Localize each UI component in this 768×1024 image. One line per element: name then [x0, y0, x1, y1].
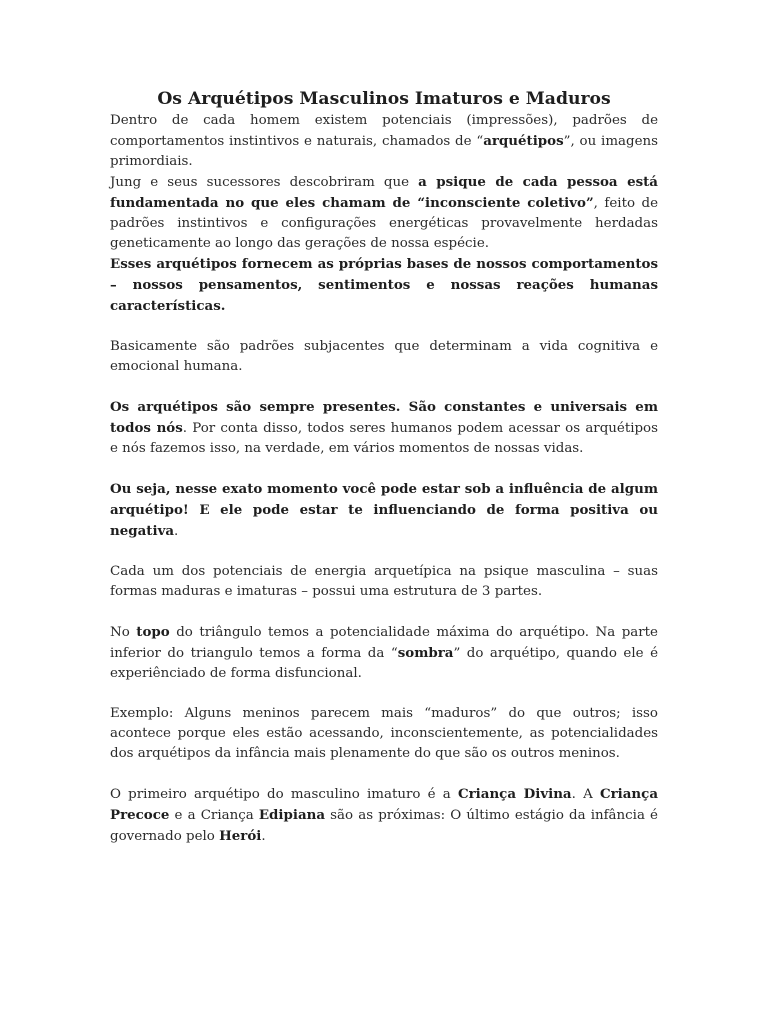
text-segment: Cada um dos potenciais de energia arquetípica na psique masculina – suas formas maduras e imaturas – possui uma estrutura de 3 partes.	[110, 564, 658, 599]
text-segment: Exemplo: Alguns meninos parecem mais “maduros” do que outros; isso acontece porque eles estão acessando, inconscientemente, as potencialidades dos arquétipos da infância mais plenamente do que são os outros meninos.	[110, 706, 658, 761]
text-segment: .	[174, 524, 179, 539]
document-title: Os Arquétipos Masculinos Imaturos e Maduros	[157, 89, 611, 109]
text-segment: , feito de padrões instintivos e configurações energéticas provavelmente herdadas geneticamente ao longo das gerações de nossa espécie.	[110, 196, 658, 251]
text-segment: do triângulo temos a potencialidade máxima do arquétipo. Na parte inferior do triangulo temos a forma da “	[110, 625, 658, 661]
text-segment: Basicamente são padrões subjacentes que determinam a vida cognitiva e emocional humana.	[110, 339, 658, 374]
bold-text: Os arquétipos são sempre presentes. São constantes e universais em todos nós	[110, 399, 658, 436]
paragraph	[110, 397, 658, 459]
paragraph-list	[110, 111, 658, 847]
text-segment: são as próximas: O último estágio da infância é governado pelo	[110, 808, 658, 844]
bold-text: topo	[136, 624, 170, 640]
text-segment: ”, ou imagens primordiais.	[110, 134, 658, 169]
text-segment: Dentro de cada homem existem potenciais (impressões), padrões de comportamentos instintivos e naturais, chamados de “	[110, 113, 658, 149]
bold-text: Edipiana	[258, 807, 326, 823]
document-body	[110, 87, 658, 847]
text-segment: . Por conta disso, todos seres humanos podem acessar os arquétipos e nós fazemos isso, na verdade, em vários momentos de nossas vidas.	[110, 421, 658, 456]
text-segment: .	[261, 829, 266, 844]
bold-text: sombra	[397, 645, 454, 661]
paragraph	[110, 622, 658, 684]
text-segment: ” do arquétipo, quando ele é experiênciado de forma disfuncional.	[110, 646, 658, 681]
bold-text: a psique de cada pessoa está fundamentada no que eles chamam de “inconsciente coletivo”	[110, 174, 658, 211]
paragraph	[110, 111, 658, 172]
paragraph	[110, 784, 658, 847]
paragraph	[110, 172, 658, 254]
bold-text: Criança Precoce	[110, 786, 658, 823]
text-segment: e a Criança	[169, 808, 259, 823]
paragraph	[110, 254, 658, 317]
bold-text: Herói	[219, 828, 262, 844]
paragraph	[110, 562, 658, 602]
bold-text: Criança Divina	[457, 786, 572, 802]
text-segment: . A	[571, 787, 600, 802]
bold-text: Ou seja, nesse exato momento você pode estar sob a influência de algum arquétipo! E ele pode estar te influenciando de forma positiva ou negativa	[110, 481, 658, 539]
bold-text: Esses arquétipos fornecem as próprias bases de nossos comportamentos – nossos pensamentos, sentimentos e nossas reações humanas características.	[110, 256, 658, 314]
text-segment: Jung e seus sucessores descobriram que	[110, 175, 419, 190]
bold-text: arquétipos	[483, 133, 564, 149]
paragraph	[110, 704, 658, 764]
paragraph	[110, 337, 658, 377]
text-segment: No	[110, 625, 137, 640]
paragraph	[110, 479, 658, 542]
text-segment: O primeiro arquétipo do masculino imaturo é a	[110, 787, 458, 802]
